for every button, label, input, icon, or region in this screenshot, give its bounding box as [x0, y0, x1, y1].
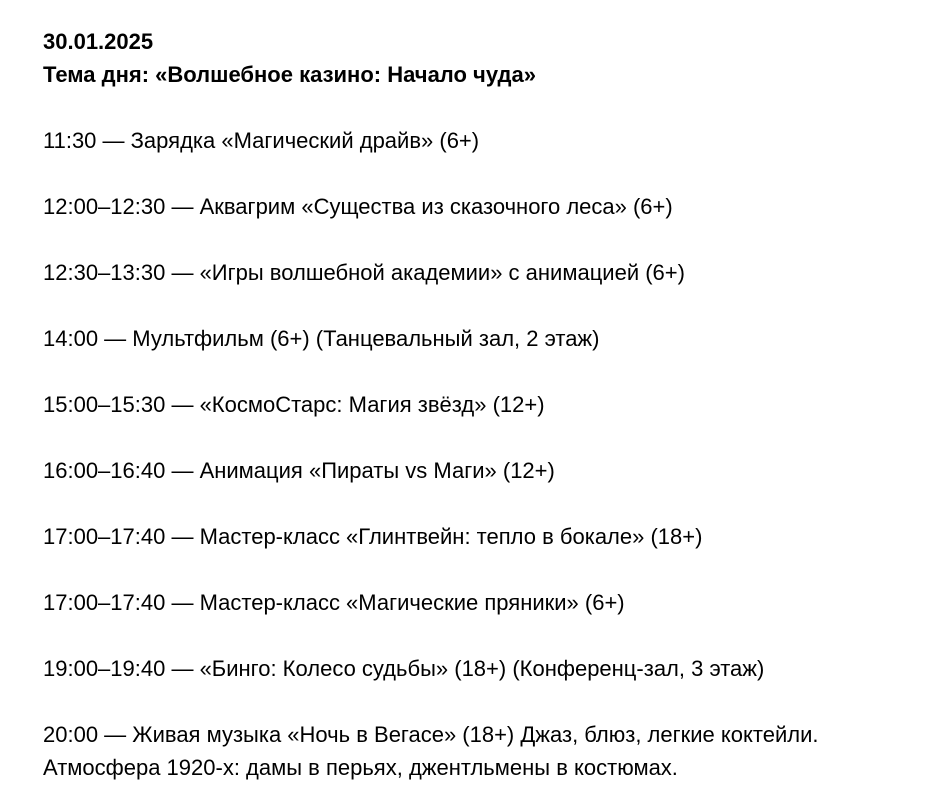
- event-item: 20:00 — Живая музыка «Ночь в Вегасе» (18+) Джаз, блюз, легкие коктейли. Атмосфера 1920-х: дамы в перьях, джентльмены в костюмах.: [43, 722, 819, 780]
- date-heading: 30.01.2025: [43, 29, 154, 54]
- event-list: [43, 124, 890, 784]
- event-item: 16:00–16:40 — Анимация «Пираты vs Маги» (12+): [43, 458, 555, 483]
- event-item: 12:00–12:30 — Аквагрим «Существа из сказочного леса» (6+): [43, 194, 673, 219]
- theme-heading: Тема дня: «Волшебное казино: Начало чуда»: [43, 62, 536, 87]
- event-item: 17:00–17:40 — Мастер-класс «Магические пряники» (6+): [43, 590, 625, 615]
- event-item: 19:00–19:40 — «Бинго: Колесо судьбы» (18+) (Конференц-зал, 3 этаж): [43, 656, 765, 681]
- event-item: 17:00–17:40 — Мастер-класс «Глинтвейн: тепло в бокале» (18+): [43, 524, 703, 549]
- event-item: 14:00 — Мультфильм (6+) (Танцевальный зал, 2 этаж): [43, 326, 600, 351]
- event-item: 12:30–13:30 — «Игры волшебной академии» с анимацией (6+): [43, 260, 685, 285]
- event-item: 15:00–15:30 — «КосмоСтарс: Магия звёзд» (12+): [43, 392, 545, 417]
- event-item: 11:30 — Зарядка «Магический драйв» (6+): [43, 128, 480, 153]
